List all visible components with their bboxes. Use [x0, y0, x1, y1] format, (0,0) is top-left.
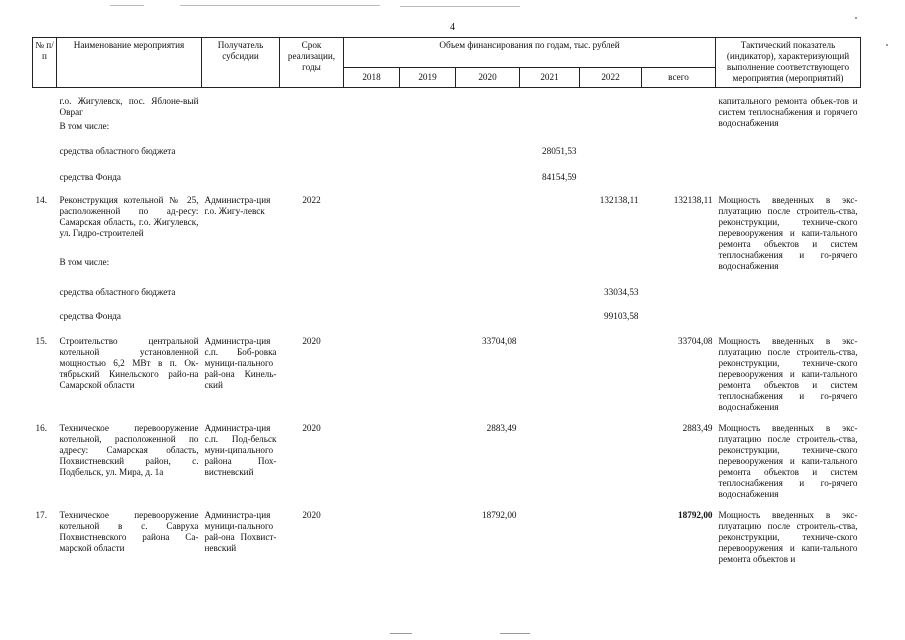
r14-name: Реконструкция котельной № 25, расположенной по ад-ресу: Самарская область, г.о. Жигулевск, ул. Гидро-строителей: [59, 195, 199, 238]
page-number: 4: [450, 22, 455, 33]
r16-term: 2020: [302, 423, 321, 433]
r16-indicator: Мощность введенных в экс-плуатацию после строитель-ства, реконструкции, техниче-ского перевооружения и капи-тального ремонта объектов и систем теплоснабжения и го-рячего водоснабжения: [718, 423, 858, 499]
r17-recipient: Администра-ция муници-пального рай-она Похвист-невский: [204, 510, 277, 553]
header-total: всего: [642, 68, 716, 88]
r16-2020: 2883,49: [486, 423, 517, 433]
scan-smudge: [500, 633, 530, 634]
table-row: [33, 500, 861, 565]
header-number: № п/п: [33, 38, 57, 88]
cont-indicator: капитального ремонта объек-тов и систем теплоснабжения и горячего водоснабжения: [718, 96, 858, 128]
cont-fund-label: средства Фонда: [59, 172, 122, 182]
scan-speck: [886, 44, 888, 46]
table-row: [33, 88, 861, 119]
header-recipient: Получатель субсидии: [202, 38, 280, 88]
r14-indicator: Мощность введенных в экс-плуатацию после строитель-ства, реконструкции, техниче-ского перевооружения и капи-тального ремонта объектов и систем теплоснабжения и го-рячего водоснабжения: [718, 195, 858, 271]
r16-recipient: Администра-ция с.п. Под-бельск муни-ципального района Пох-вистневский: [204, 423, 277, 477]
cont-regional-2021: 28051,53: [542, 146, 577, 156]
header-year-2022: 2022: [580, 68, 642, 88]
financing-table: [32, 37, 861, 565]
r15-name: Строительство центральной котельной установленной мощностью 6,2 МВт в п. Ок-тябрьский Кинельского райо-на Самарской области: [59, 336, 199, 390]
r15-total: 33704,08: [678, 336, 713, 346]
r16-name: Техническое перевооружение котельной, расположенной по адресу: Самарская область, Похвистневский район, с. Подбельск, ул. Мира, д. 1а: [59, 423, 199, 477]
header-year-2018: 2018: [344, 68, 400, 88]
r14-fund-2022: 99103,58: [604, 311, 639, 321]
table-row: [33, 413, 861, 500]
cont-sub-label: В том числе:: [59, 121, 110, 131]
cont-name: г.о. Жигулевск, пос. Яблоне-вый Овраг: [59, 96, 199, 117]
scan-smudge: [390, 633, 412, 634]
cont-regional-label: средства областного бюджета: [59, 146, 176, 156]
r14-2022: 132138,11: [599, 195, 639, 205]
scan-smudge: [400, 6, 520, 7]
r17-total: 18792,00: [678, 510, 713, 520]
r15-indicator: Мощность введенных в экс-плуатацию после строитель-ства, реконструкции, техниче-ского перевооружения и капи-тального ремонта объектов и систем теплоснабжения и го-рячего водоснабжения: [718, 336, 858, 412]
header-year-2019: 2019: [400, 68, 456, 88]
r14-total: 132138,11: [673, 195, 713, 205]
r14-regional-label: средства областного бюджета: [59, 287, 176, 297]
table-row: [33, 157, 861, 183]
r14-regional-2022: 33034,53: [604, 287, 639, 297]
table-row: [33, 132, 861, 157]
header-name: Наименование мероприятия: [57, 38, 202, 88]
r15-recipient: Администра-ция с.п. Боб-ровка муници-пального рай-она Кинель-ский: [204, 336, 277, 390]
table-row: [33, 272, 861, 298]
r17-name: Техническое перевооружение котельной в с. Савруха Похвистневского района Са-марской области: [59, 510, 199, 553]
scan-smudge: [110, 5, 144, 6]
header-indicator: Тактический показатель (индикатор), характеризующий выполнение соответствующего мероприятия (мероприятий): [716, 38, 861, 88]
cont-fund-2021: 84154,59: [542, 172, 577, 182]
scan-smudge: [180, 5, 380, 6]
r17-term: 2020: [302, 510, 321, 520]
r17-indicator: Мощность введенных в экс-плуатацию после строитель-ства, реконструкции, техниче-ского перевооружения и капи-тального ремонта объектов и: [718, 510, 858, 564]
r15-term: 2020: [302, 336, 321, 346]
r17-number: 17.: [35, 510, 47, 520]
r14-sub-label: В том числе:: [59, 257, 110, 268]
header-year-2021: 2021: [520, 68, 580, 88]
r17-2020: 18792,00: [482, 510, 517, 520]
r15-number: 15.: [35, 336, 47, 346]
r14-recipient: Администра-ция г.о. Жигу-левск: [204, 195, 271, 216]
table-row: [33, 183, 861, 255]
header-financing: Объем финансирования по годам, тыс. рублей: [344, 38, 716, 68]
r14-fund-label: средства Фонда: [59, 311, 122, 321]
r16-total: 2883,49: [682, 423, 713, 433]
table-row: [33, 298, 861, 322]
scan-speck: [855, 17, 857, 19]
table-row: [33, 322, 861, 413]
r14-term: 2022: [302, 195, 321, 205]
r15-2020: 33704,08: [482, 336, 517, 346]
header-term: Срок реализации, годы: [280, 38, 344, 88]
r16-number: 16.: [35, 423, 47, 433]
header-year-2020: 2020: [456, 68, 520, 88]
r14-number: 14.: [35, 195, 47, 205]
